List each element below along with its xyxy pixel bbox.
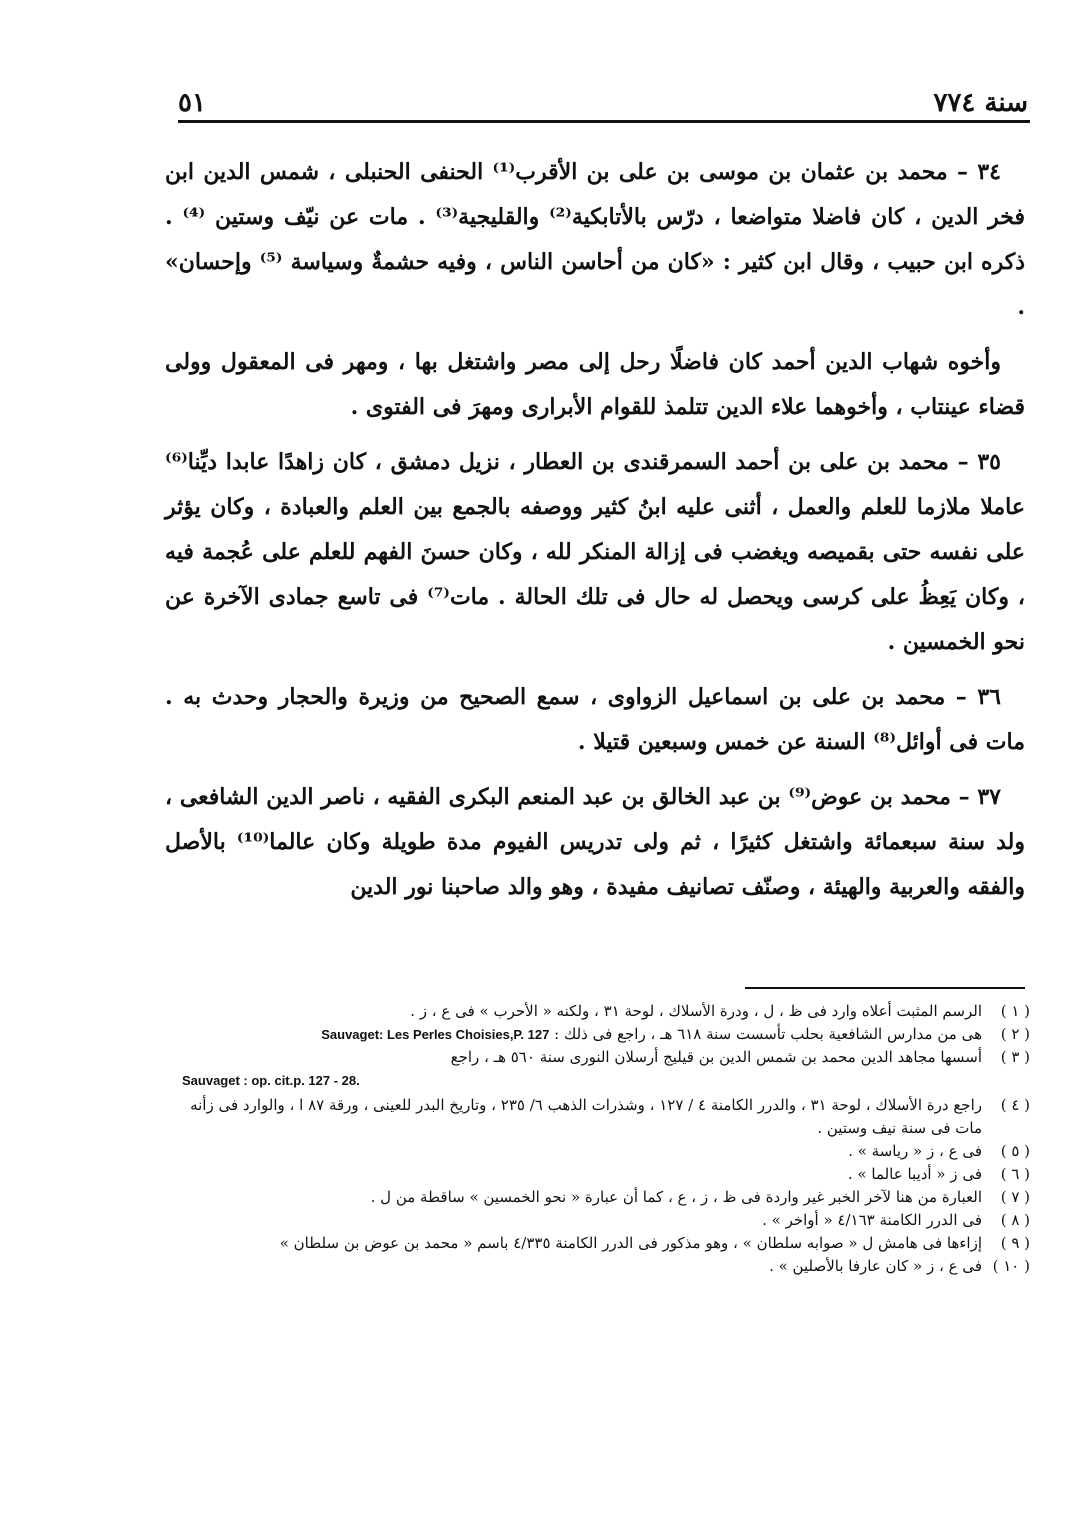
- footnote-10: [160, 1255, 1030, 1278]
- footnote-3-latin-ref: Sauvaget : op. cit.p. 127 - 28.: [182, 1073, 360, 1088]
- footnote-text: أسسها مجاهد الدين محمد بن شمس الدين بن قيليج أرسلان النورى سنة ٥٦٠ هـ ، راجع: [450, 1048, 982, 1066]
- footnote-number: ( ١٠ ): [992, 1257, 1030, 1275]
- footnote-arabic: هى من مدارس الشافعية بحلب تأسست سنة ٦١٨ هـ ، راجع فى ذلك :: [554, 1025, 982, 1043]
- footnote-2: [160, 1023, 1030, 1046]
- footnote-latin-ref: Sauvaget: Les Perles Choisies,P. 127: [321, 1027, 550, 1042]
- page-header: [178, 88, 1028, 122]
- entry-34: ٣٤ – محمد بن عثمان بن موسى بن على بن الأقرب⁽¹⁾ الحنفى الحنبلى ، شمس الدين ابن فخر الدين ، كان فاضلا متواضعا ، درّس بالأتابكية⁽²⁾ والقليجية⁽³⁾ . مات عن نيّف وستين ⁽⁴⁾ . ذكره ابن حبيب ، وقال ابن كثير : «كان من أحاسن الناس ، وفيه حشمةٌ وسياسة ⁽⁵⁾ وإحسان» .: [165, 159, 1026, 320]
- header-rule: [178, 120, 1030, 123]
- footnote-6: [160, 1163, 1030, 1186]
- footnote-number: ( ٥ ): [1000, 1142, 1030, 1160]
- footnote-text: فى ز « أديبا عالما » .: [847, 1165, 982, 1183]
- entry-37: ٣٧ – محمد بن عوض⁽⁹⁾ بن عبد الخالق بن عبد المنعم البكرى الفقيه ، ناصر الدين الشافعى ، ولد سنة سبعمائة واشتغل كثيرًا ، ثم ولى تدريس الفيوم مدة طويلة وكان عالما⁽¹⁰⁾ بالأصل والفقه والعربية والهيئة ، وصنّف تصانيف مفيدة ، وهو والد صاحبنا نور الدين: [165, 784, 1025, 900]
- footnote-number: ( ٦ ): [1000, 1165, 1030, 1183]
- footnote-text: راجع درة الأسلاك ، لوحة ٣١ ، والدرر الكامنة ٤ / ١٢٧ ، وشذرات الذهب ٦/ ٢٣٥ ، وتاريخ البدر للعينى ، ورقة ٨٧ ا ، والوارد فى زأنه مات فى سنة نيف وستين .: [190, 1096, 982, 1137]
- footnote-number: ( ٤ ): [1000, 1096, 1030, 1114]
- footnote-text: فى الدرر الكامنة ٤/١٦٣ « أواخر » .: [762, 1211, 982, 1229]
- running-head-year: سنة ٧٧٤: [933, 88, 1028, 118]
- footnote-text: فى ع ، ز « كان عارفا بالأصلين » .: [769, 1257, 982, 1275]
- footnote-number: ( ٩ ): [1000, 1234, 1030, 1252]
- footnote-8: [160, 1209, 1030, 1232]
- footnote-4: [160, 1094, 1030, 1140]
- page-number: ٥١: [178, 88, 206, 118]
- footnote-text: الرسم المثبت أعلاه وارد فى ظ ، ل ، ودرة الأسلاك ، لوحة ٣١ ، ولكنه « الأحرب » فى ع ، ز .: [410, 1002, 982, 1020]
- footnote-text: إزاءها فى هامش ل « صوابه سلطان » ، وهو مذكور فى الدرر الكامنة ٤/٣٣٥ باسم « محمد بن عوض بن سلطان »: [279, 1234, 982, 1252]
- footnote-9: [160, 1232, 1030, 1255]
- footnote-number: ( ٢ ): [1000, 1025, 1030, 1043]
- footnote-text: العبارة من هنا لآخر الخبر غير واردة فى ظ ، ز ، ع ، كما أن عبارة « نحو الخمسين » ساقطة من ل .: [370, 1188, 982, 1206]
- footnote-3: [160, 1046, 1030, 1069]
- entry-35: ٣٥ – محمد بن على بن أحمد السمرقندى بن العطار ، نزيل دمشق ، كان زاهدًا عابدا ديِّنا⁽⁶⁾ عاملا ملازما للعلم والعمل ، أثنى عليه ابنُ كثير ووصفه بالجمع بين العلم والعبادة ، وكان يؤثر على نفسه حتى بقميصه ويغضب فى إزالة المنكر لله ، وكان حسنَ الفهم للعلم على عُجمة فيه ، وكان يَعِظُ على كرسى ويحصل له حال فى تلك الحالة . مات⁽⁷⁾ فى تاسع جمادى الآخرة عن نحو الخمسين .: [165, 449, 1025, 655]
- entry-36: ٣٦ – محمد بن على بن اسماعيل الزواوى ، سمع الصحيح من وزيرة والحجار وحدث به . مات فى أوائل⁽⁸⁾ السنة عن خمس وسبعين قتيلا .: [165, 684, 1025, 755]
- entry-34-brothers: وأخوه شهاب الدين أحمد كان فاضلًا رحل إلى مصر واشتغل بها ، ومهر فى المعقول وولى قضاء عينتاب ، وأخوهما علاء الدين تتلمذ للقوام الأبرارى ومهرَ فى الفتوى .: [165, 349, 1025, 420]
- footnote-7: [160, 1186, 1030, 1209]
- footnote-number: ( ١ ): [1000, 1002, 1030, 1020]
- main-text: [165, 150, 1025, 920]
- footnote-number: ( ٣ ): [1000, 1048, 1030, 1066]
- footnote-rule: [745, 987, 1025, 989]
- footnote-text: فى ع ، ز « رياسة » .: [848, 1142, 982, 1160]
- footnotes: [160, 1000, 1030, 1278]
- footnote-5: [160, 1140, 1030, 1163]
- footnote-1: [160, 1000, 1030, 1023]
- footnote-number: ( ٧ ): [1000, 1188, 1030, 1206]
- footnote-text: [160, 1023, 982, 1046]
- footnote-number: ( ٨ ): [1000, 1211, 1030, 1229]
